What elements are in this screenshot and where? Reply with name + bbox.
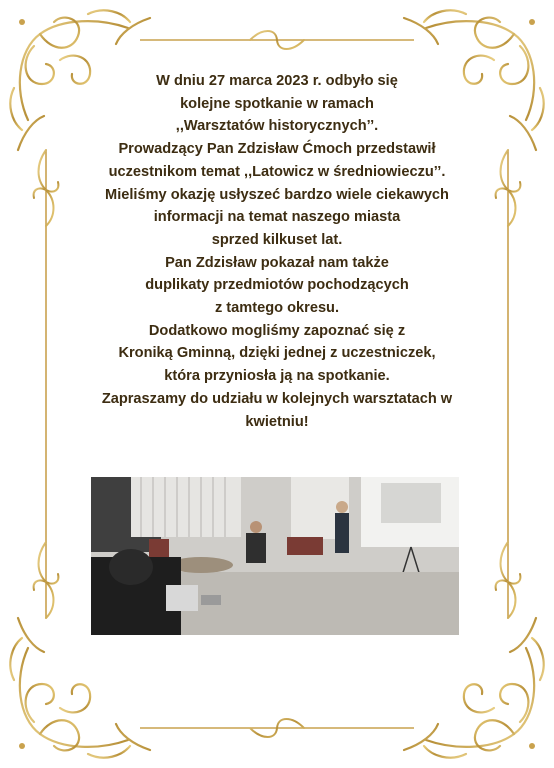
announcement-line: Dodatkowo mogliśmy zapoznać się z bbox=[148, 322, 406, 339]
announcement-line: informacji na temat naszego miasta bbox=[153, 209, 401, 226]
announcement-line: uczestnikom temat ,,Latowicz w średniowieczu’’. bbox=[108, 163, 446, 180]
announcement-line: ,,Warsztatów historycznych’’. bbox=[175, 118, 379, 135]
announcement-line: Prowadzący Pan Zdzisław Ćmoch przedstawił bbox=[118, 141, 436, 158]
announcement-line: Zapraszamy do udziału w kolejnych warsztatach w bbox=[101, 390, 453, 407]
announcement-line: Mieliśmy okazję usłyszeć bardzo wiele ciekawych bbox=[105, 186, 449, 203]
announcement-line: duplikaty przedmiotów pochodzących bbox=[145, 277, 409, 294]
announcement-line: kolejne spotkanie w ramach bbox=[180, 95, 374, 112]
announcement-line: Kroniką Gminną, dzięki jednej z uczestniczek, bbox=[118, 345, 436, 362]
announcement-line: kwietniu! bbox=[245, 413, 309, 430]
announcement-line: Pan Zdzisław pokazał nam także bbox=[165, 254, 389, 271]
announcement-line: która przyniosła ją na spotkanie. bbox=[164, 368, 390, 385]
workshop-photo bbox=[91, 477, 459, 635]
announcement-line: z tamtego okresu. bbox=[214, 300, 340, 317]
announcement-text bbox=[70, 70, 484, 433]
announcement-line: sprzed kilkuset lat. bbox=[211, 231, 343, 248]
announcement-line: W dniu 27 marca 2023 r. odbyło się bbox=[156, 73, 398, 89]
